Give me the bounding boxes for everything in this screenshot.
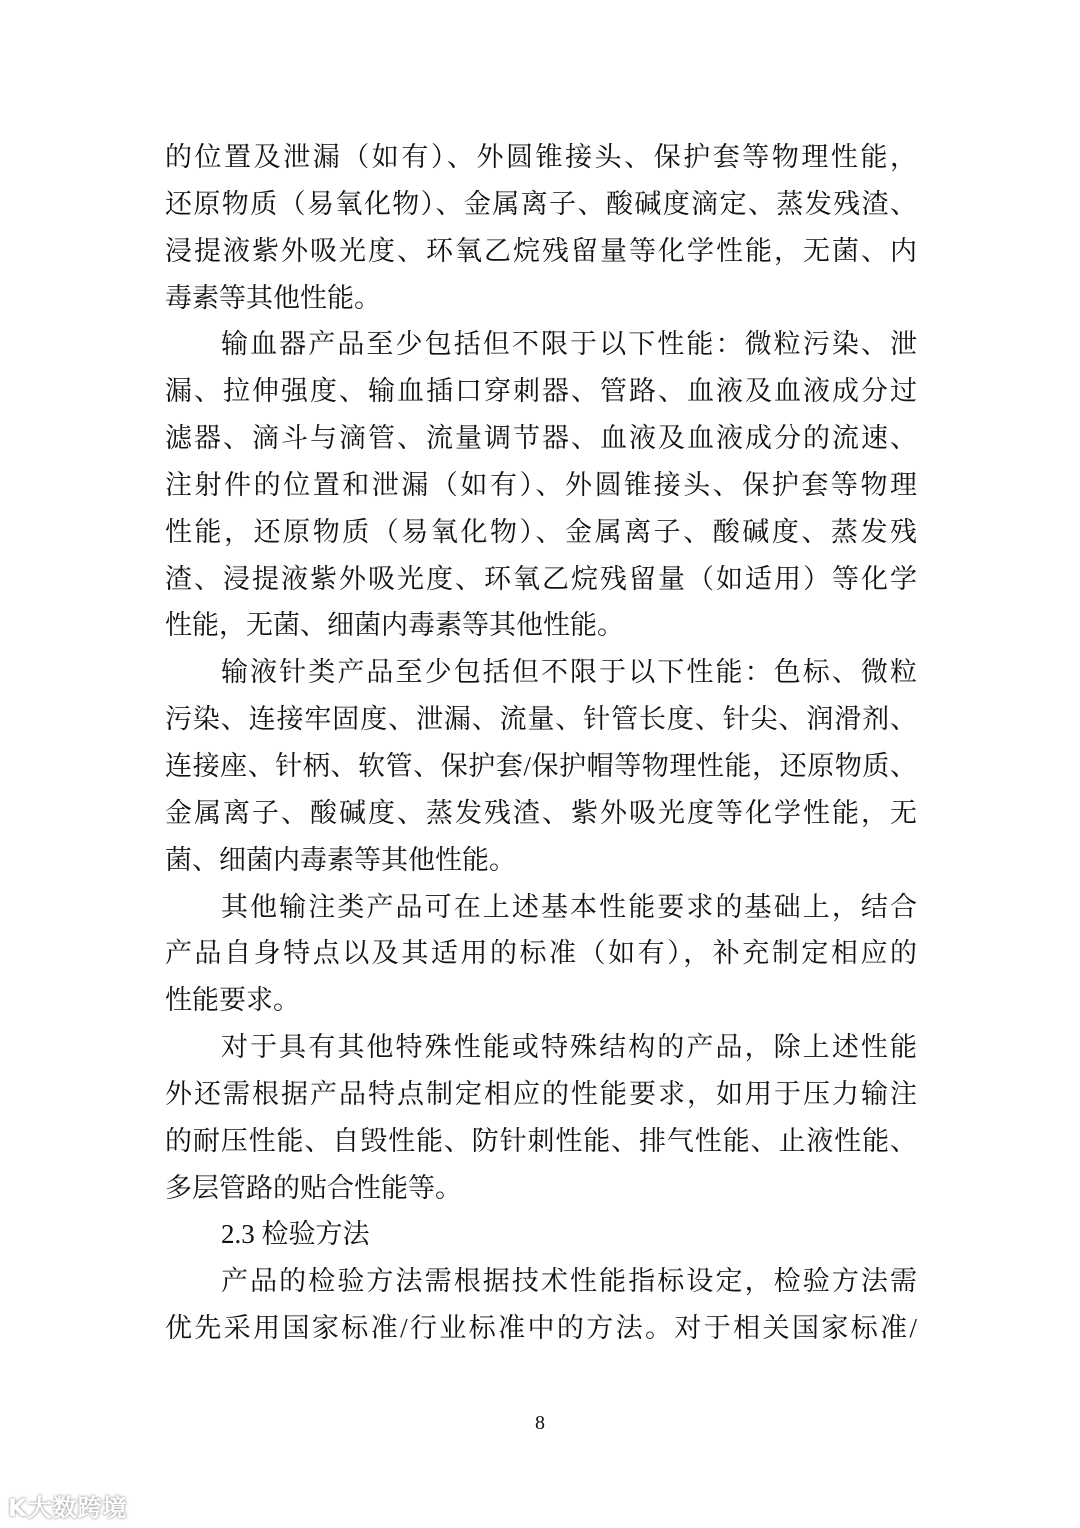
text-line: 性能，无菌、细菌内毒素等其他性能。 [165,610,624,641]
paragraph [165,1258,917,1352]
text-line: 优先采用国家标准/行业标准中的方法。对于相关国家标准/ [165,1313,917,1344]
text-line: 产品的检验方法需根据技术性能指标设定，检验方法需 [221,1266,917,1297]
paragraph [165,1024,917,1211]
paragraph [165,884,917,1025]
text-line: 多层管路的贴合性能等。 [165,1172,462,1203]
text-line: 的耐压性能、自毁性能、防针刺性能、排气性能、止液性能、 [165,1125,917,1156]
text-line: 连接座、针柄、软管、保护套/保护帽等物理性能，还原物质、 [165,750,917,781]
text-line: 滤器、滴斗与滴管、流量调节器、血液及血液成分的流速、 [165,423,917,454]
text-line: 性能，还原物质（易氧化物）、金属离子、酸碱度、蒸发残 [165,516,917,547]
paragraph [165,134,917,321]
text-line: 渣、浸提液紫外吸光度、环氧乙烷残留量（如适用）等化学 [165,563,917,594]
paragraph [165,1211,917,1258]
text-line: 产品自身特点以及其适用的标准（如有），补充制定相应的 [165,938,917,969]
paragraph [165,649,917,883]
text-line: 漏、拉伸强度、输血插口穿刺器、管路、血液及血液成分过 [165,376,917,407]
text-line: 浸提液紫外吸光度、环氧乙烷残留量等化学性能，无菌、内 [165,235,917,266]
text-line: 外还需根据产品特点制定相应的性能要求，如用于压力输注 [165,1078,917,1109]
paragraph [165,321,917,649]
text-line: 对于具有其他特殊性能或特殊结构的产品，除上述性能 [221,1032,917,1063]
text-line: 2.3 检验方法 [221,1219,370,1250]
text-line: 的位置及泄漏（如有）、外圆锥接头、保护套等物理性能， [165,142,917,172]
text-line: 菌、细菌内毒素等其他性能。 [165,844,516,875]
page-number: 8 [535,1412,545,1434]
text-line: 其他输注类产品可在上述基本性能要求的基础上，结合 [221,891,917,922]
text-line: 毒素等其他性能。 [165,282,381,313]
document-body [165,134,917,1352]
watermark-logo: K大数跨境 [8,1494,128,1522]
text-line: 金属离子、酸碱度、蒸发残渣、紫外吸光度等化学性能，无 [165,797,917,828]
text-line: 输液针类产品至少包括但不限于以下性能：色标、微粒 [221,657,917,688]
text-line: 注射件的位置和泄漏（如有）、外圆锥接头、保护套等物理 [165,469,917,500]
text-line: 还原物质（易氧化物）、金属离子、酸碱度滴定、蒸发残渣、 [165,188,917,219]
text-line: 性能要求。 [165,985,300,1016]
text-line: 污染、连接牢固度、泄漏、流量、针管长度、针尖、润滑剂、 [165,704,917,735]
text-line: 输血器产品至少包括但不限于以下性能：微粒污染、泄 [221,329,917,360]
